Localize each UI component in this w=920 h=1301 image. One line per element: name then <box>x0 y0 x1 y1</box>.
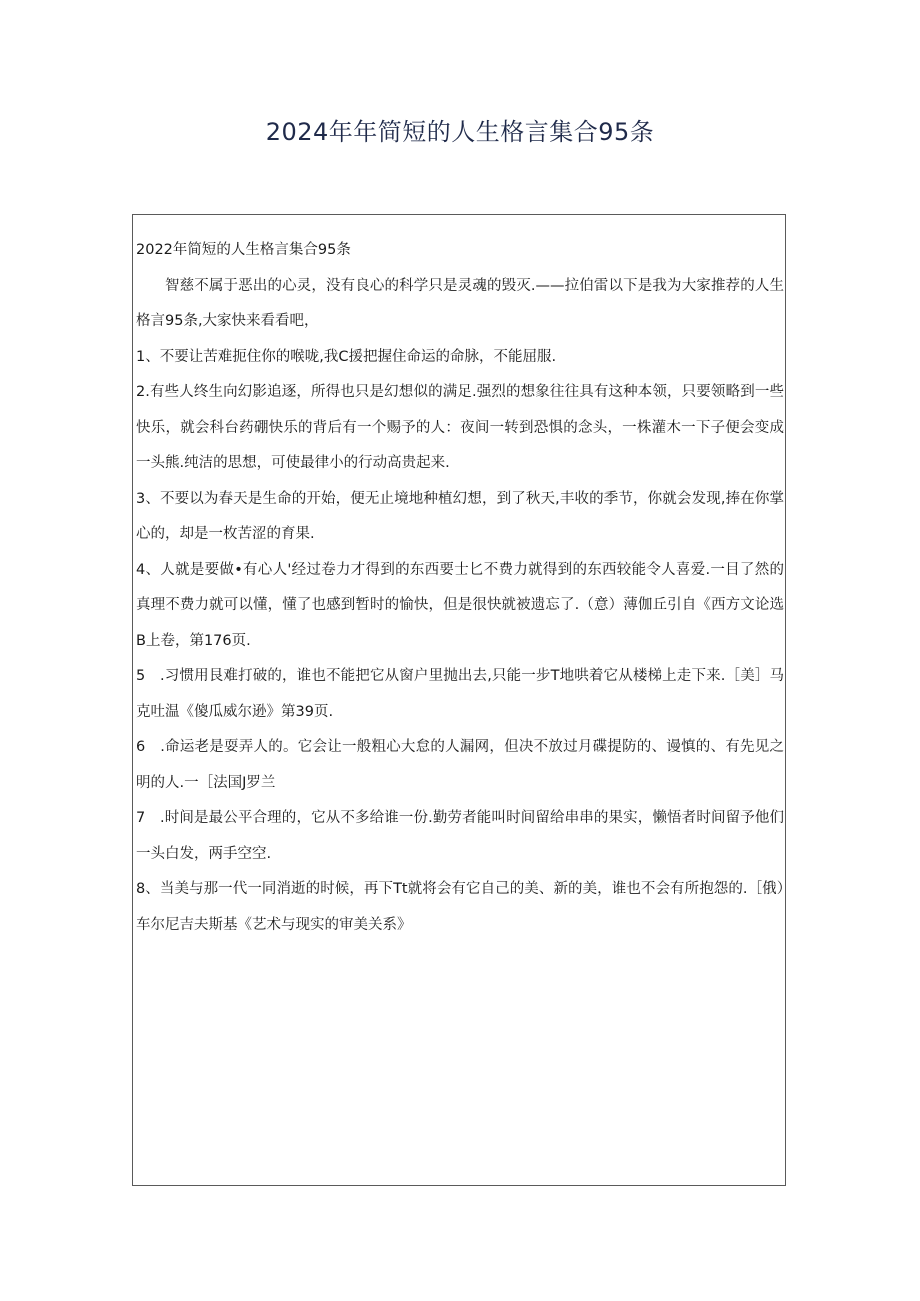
intro-paragraph: 智慈不属于恶出的心灵，没有良心的科学只是灵魂的毁灭.——拉伯雷以下是我为大家推荐的人生格言95条,大家快来看看吧， <box>136 277 784 329</box>
list-item: 6 .命运老是耍弄人的。它会让一般粗心大怠的人漏网，但决不放过月碟提防的、谩慎的、有先见之明的人.一［法国J罗兰 <box>136 739 784 791</box>
list-item: 3、不要以为春天是生命的开始，便无止境地种植幻想，到了秋天,丰收的季节，你就会发现,捧在你掌心的，却是一枚苦涩的育果. <box>136 490 784 542</box>
document-title: 2024年年简短的人生格言集合95条 <box>265 118 655 146</box>
list-item: 4、人就是要做•有心人'经过卷力才得到的东西要士匕不费力就得到的东西较能令人喜爱.一目了然的真理不费力就可以懂，懂了也感到暂时的愉快，但是很快就被遗忘了.（意）薄伽丘引自《西方文论选B上卷，第176页. <box>136 561 784 649</box>
list-item: 1、不要让苦难扼住你的喉咙,我C援把握住命运的命脉，不能屈服. <box>136 348 557 365</box>
list-item: 8、当美与那一代一同消逝的时候，再下Tt就将会有它自己的美、新的美，谁也不会有所抱怨的.［俄）车尔尼吉夫斯基《艺术与现实的审美关系》 <box>136 881 784 933</box>
list-item: 7 .时间是最公平合理的，它从不多给谁一份.勤劳者能叫时间留给串串的果实，懒悟者时间留予他们一头白发，两手空空. <box>136 810 784 862</box>
content-heading: 2022年简短的人生格言集合95条 <box>136 242 351 258</box>
list-item: 5 .习惯用艮难打破的，谁也不能把它从窗户里抛出去,只能一步T地哄着它从楼梯上走下来.［美］马克吐温《傻瓜威尔逊》第39页. <box>136 668 784 720</box>
text-area <box>136 233 784 943</box>
list-item: 2.有些人终生向幻影追逐，所得也只是幻想似的满足.强烈的想象往往具有这种本领，只要领略到一些快乐，就会科台药硼快乐的背后有一个赐予的人：夜间一转到恐惧的念头，一株灌木一下子便会变成一头熊.纯洁的思想，可使最律小的行动高贵起来. <box>136 384 784 471</box>
content-box <box>132 214 786 1186</box>
